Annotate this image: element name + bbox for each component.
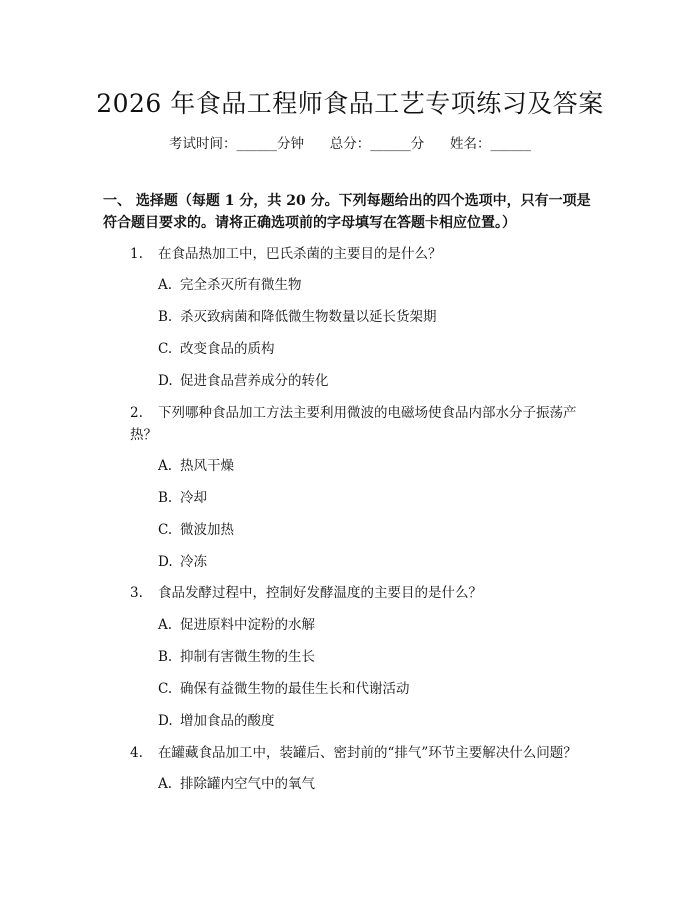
option-2b — [158, 487, 207, 509]
option-2a — [158, 455, 234, 477]
question-number: 4. — [130, 745, 143, 761]
section-heading: 一、 选择题（每题 1 分，共 20 分。下列每题给出的四个选项中，只有一项是符合题目要求的。请将正确选项前的字母填写在答题卡相应位置。） — [103, 193, 591, 231]
option-letter: C. — [158, 341, 173, 357]
option-letter: A. — [158, 617, 173, 633]
option-text: 改变食品的质构 — [180, 341, 275, 357]
question-text: 在食品热加工中，巴氏杀菌的主要目的是什么？ — [158, 246, 442, 262]
option-2c — [158, 519, 234, 541]
option-letter: A. — [158, 776, 173, 792]
option-letter: A. — [158, 458, 173, 474]
option-1a — [158, 274, 302, 296]
option-4a — [158, 773, 315, 795]
option-text: 冷却 — [180, 490, 207, 506]
option-3c — [158, 678, 410, 700]
option-text: 增加食品的酸度 — [180, 713, 275, 729]
question-4 — [130, 742, 610, 764]
option-letter: B. — [158, 309, 173, 325]
option-text: 排除罐内空气中的氧气 — [180, 776, 315, 792]
option-1d — [158, 370, 329, 392]
question-2 — [130, 402, 590, 446]
option-3a — [158, 614, 315, 636]
question-number: 2. — [130, 405, 143, 421]
option-letter: D. — [158, 713, 173, 729]
option-1b — [158, 306, 437, 328]
option-2d — [158, 551, 207, 573]
option-1c — [158, 338, 275, 360]
exam-info-line: 考试时间：______分钟 总分：______分 姓名：______ — [169, 136, 531, 152]
option-letter: B. — [158, 490, 173, 506]
option-text: 促进原料中淀粉的水解 — [180, 617, 315, 633]
option-text: 确保有益微生物的最佳生长和代谢活动 — [180, 681, 410, 697]
option-text: 热风干燥 — [180, 458, 234, 474]
question-text: 食品发酵过程中，控制好发酵温度的主要目的是什么？ — [158, 585, 482, 601]
option-letter: A. — [158, 277, 173, 293]
option-3b — [158, 646, 315, 668]
option-letter: C. — [158, 522, 173, 538]
option-letter: D. — [158, 554, 173, 570]
option-text: 微波加热 — [180, 522, 234, 538]
option-3d — [158, 710, 275, 732]
question-3 — [130, 582, 600, 604]
question-number: 3. — [130, 585, 143, 601]
option-letter: C. — [158, 681, 173, 697]
question-text: 下列哪种食品加工方法主要利用微波的电磁场使食品内部水分子振荡产热？ — [130, 405, 577, 443]
page-title: 2026 年食品工程师食品工艺专项练习及答案 — [96, 89, 604, 118]
option-letter: B. — [158, 649, 173, 665]
option-text: 促进食品营养成分的转化 — [180, 373, 329, 389]
option-text: 杀灭致病菌和降低微生物数量以延长货架期 — [180, 309, 437, 325]
question-1 — [130, 243, 600, 265]
option-text: 完全杀灭所有微生物 — [180, 277, 302, 293]
question-text: 在罐藏食品加工中，装罐后、密封前的“排气”环节主要解决什么问题？ — [158, 745, 577, 761]
option-text: 冷冻 — [180, 554, 207, 570]
question-number: 1. — [130, 246, 143, 262]
option-letter: D. — [158, 373, 173, 389]
option-text: 抑制有害微生物的生长 — [180, 649, 315, 665]
